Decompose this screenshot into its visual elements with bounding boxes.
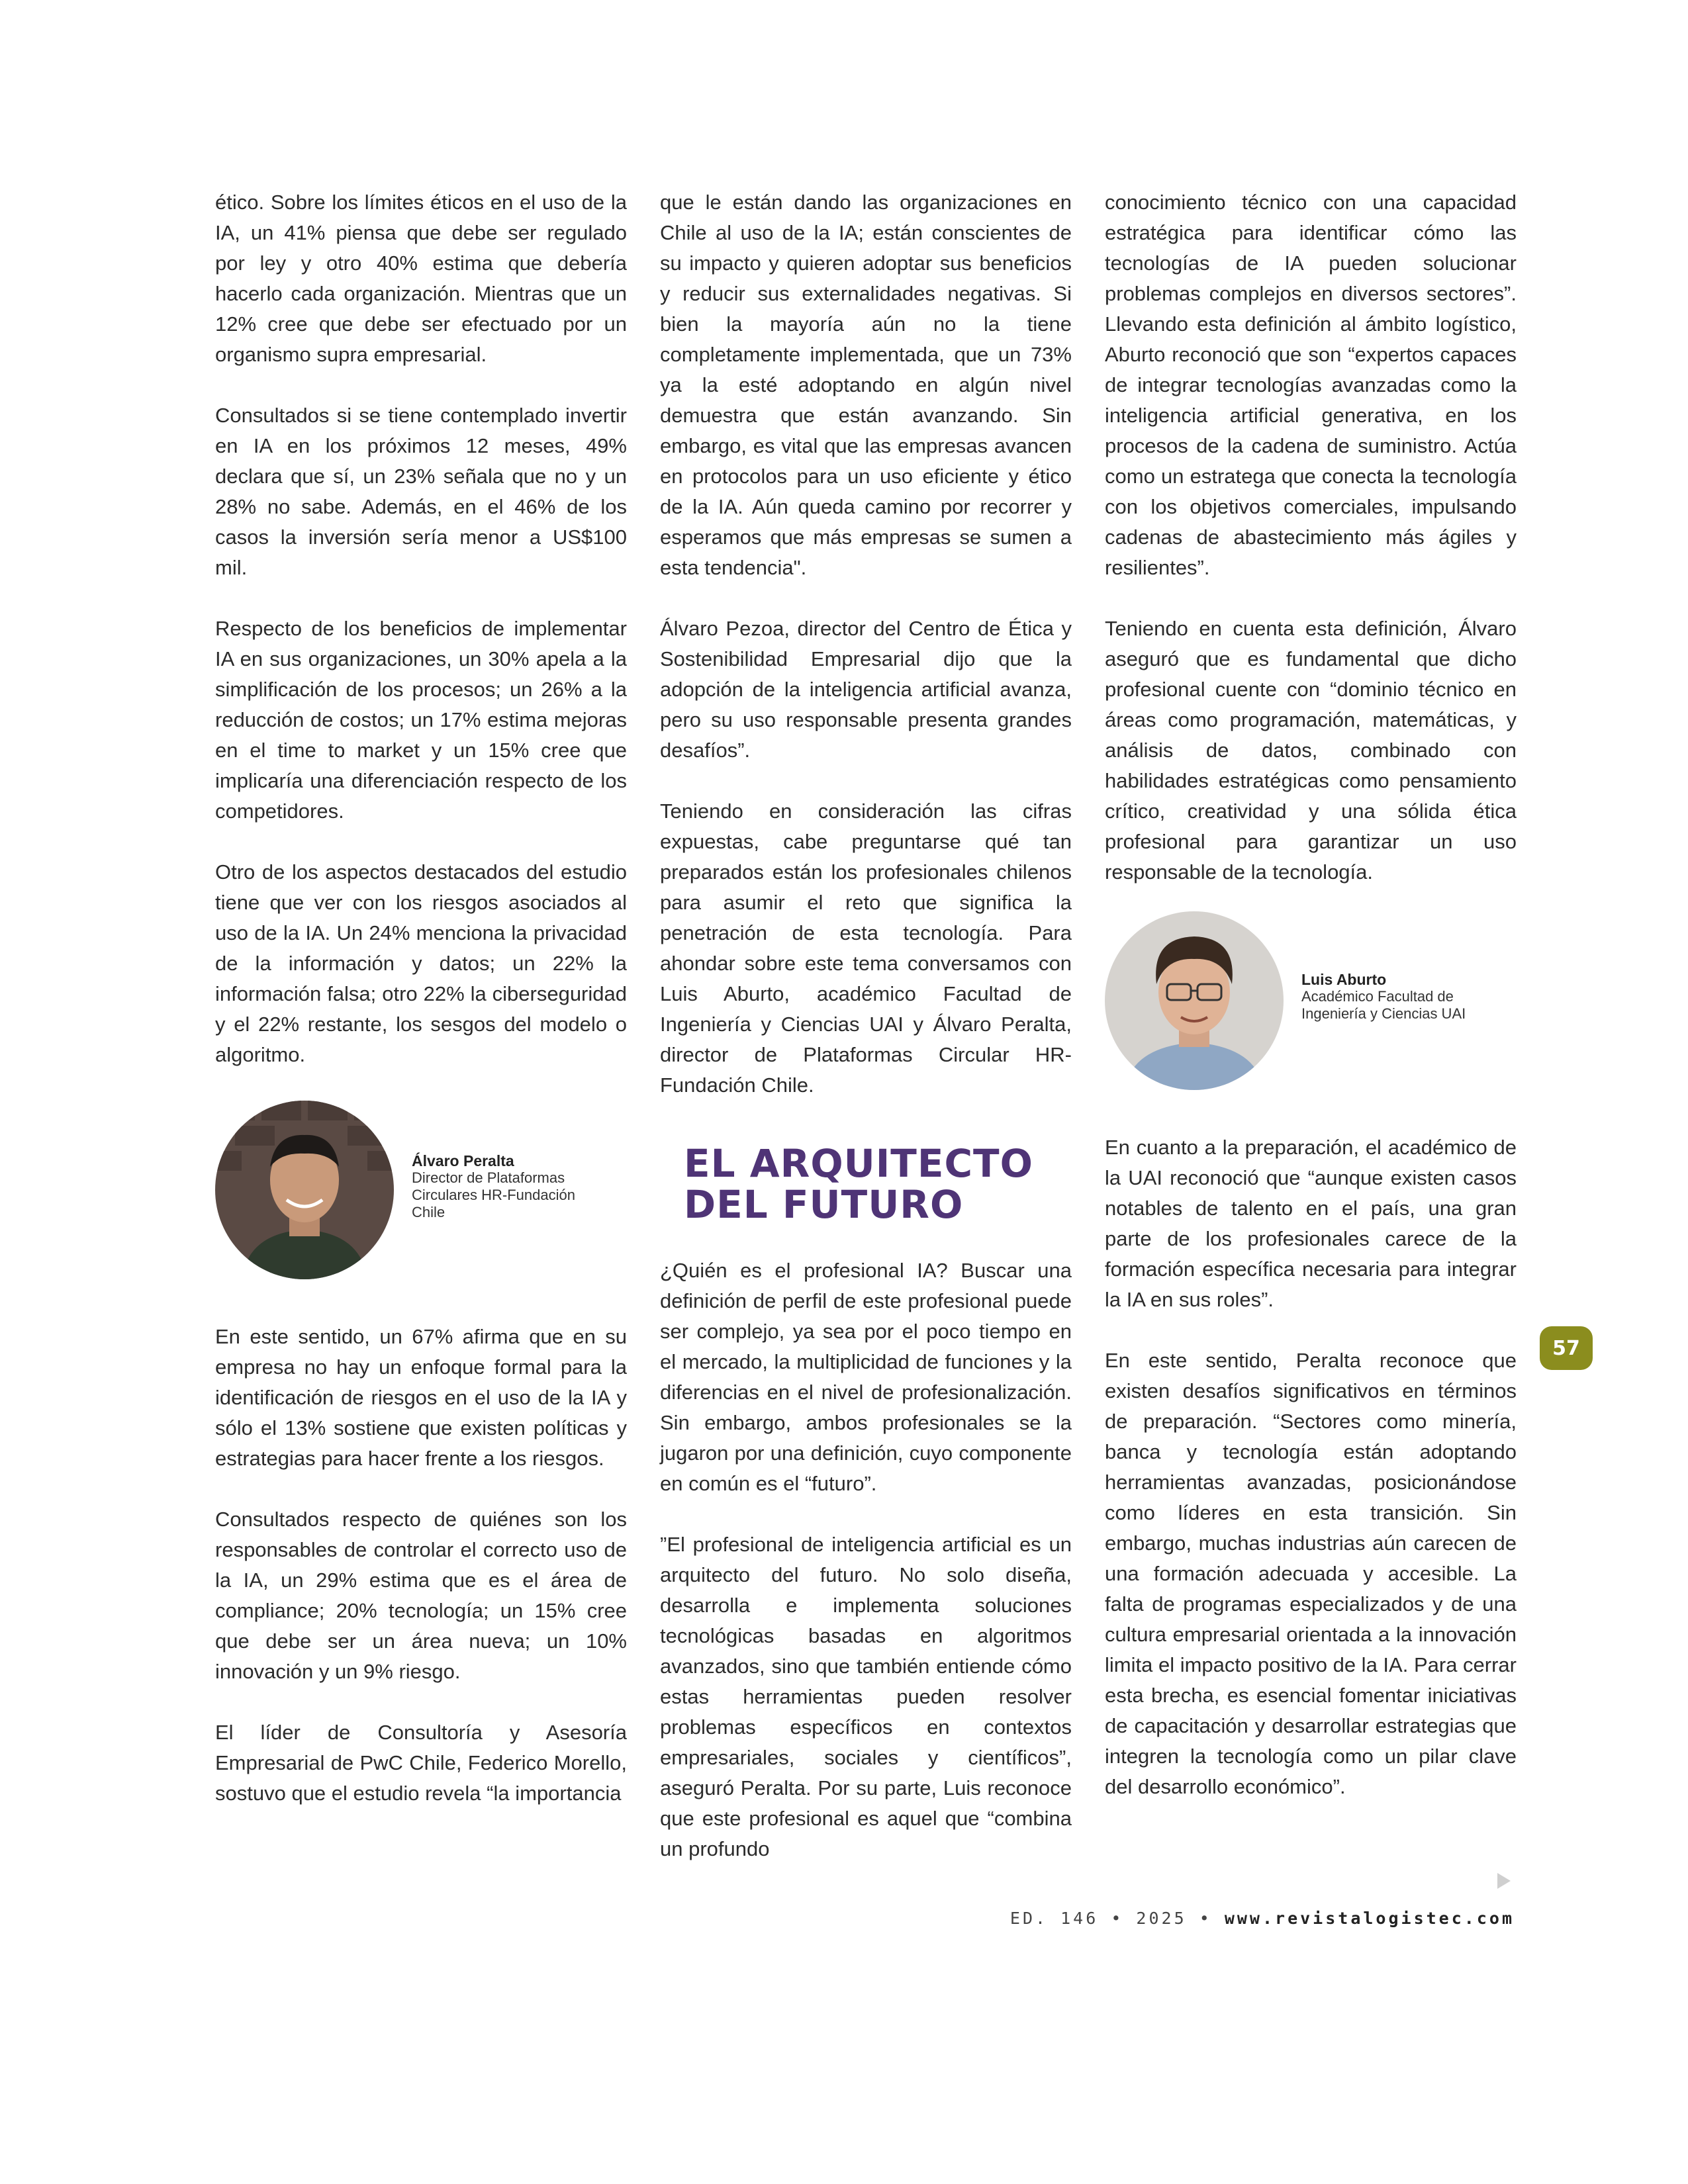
paragraph: que le están dando las organizaciones en Chile al uso de la IA; están conscientes de su impacto y quieren adoptar sus beneficios y reducir sus externalidades negativas. Si bien la mayoría aún no la tiene completamente implementada, que un 73% ya la esté adoptando en algún nivel demuestra que están avanzando. Sin embargo, es vital que las empresas avancen en protocolos para un uso eficiente y ético de la IA. Aún queda camino por recorrer y esperamos que más empresas se sumen a esta tendencia". <box>660 191 1072 579</box>
page-number-badge: 57 <box>1540 1326 1593 1370</box>
article-column-2 <box>660 187 1072 1864</box>
paragraph: Otro de los aspectos destacados del estudio tiene que ver con los riesgos asociados al uso de la IA. Un 24% menciona la privacidad de la información y datos; un 22% la información falsa; otro 22% la ciberseguridad y el 22% restante, los sesgos del modelo o algoritmo. <box>215 860 627 1066</box>
footer-edition: ED. 146 • 2025 • <box>1009 1909 1212 1928</box>
profile-luis-aburto <box>1105 911 1517 1090</box>
profile-name: Luis Aburto <box>1301 971 1387 988</box>
paragraph: conocimiento técnico con una capacidad estratégica para identificar cómo las tecnologías de IA pueden solucionar problemas complejos en diversos sectores”. Llevando esta definición al ámbito logístico, Aburto reconoció que son “expertos capaces de integrar tecnologías avanzadas como la inteligencia artificial generativa, en los procesos de la cadena de suministro. Actúa como un estratega que conecta la tecnología con los objetivos comerciales, impulsando cadenas de abastecimiento más ágiles y resilientes”. <box>1105 191 1517 579</box>
paragraph: El líder de Consultoría y Asesoría Empresarial de PwC Chile, Federico Morello, sostuvo que el estudio revela “la importancia <box>215 1721 627 1805</box>
article-column-1 <box>215 187 627 1809</box>
continue-arrow-icon <box>1497 1873 1511 1889</box>
section-title-line-1: EL ARQUITECTO <box>684 1141 1033 1186</box>
paragraph: Teniendo en consideración las cifras expuestas, cabe preguntarse qué tan preparados están los profesionales chilenos para asumir el reto que significa la penetración de esta tecnología. Para ahondar sobre este tema conversamos con Luis Aburto, académico Facultad de Ingeniería y Ciencias UAI y Álvaro Peralta, director de Plataformas Circular HR-Fundación Chile. <box>660 799 1072 1097</box>
profile-caption <box>412 1152 604 1221</box>
profile-role: Director de Plataformas Circulares HR-Fundación Chile <box>412 1169 575 1220</box>
avatar-luis-aburto <box>1105 911 1284 1090</box>
paragraph: ¿Quién es el profesional IA? Buscar una definición de perfil de este profesional puede ser complejo, ya sea por el poco tiempo en el mercado, la multiplicidad de funciones y la diferencias en el nivel de profesionalización. Sin embargo, ambos profesionales se la jugaron por una definición, cuyo componente en común es el “futuro”. <box>660 1259 1072 1495</box>
article-column-3 <box>1105 187 1517 1802</box>
paragraph: ”El profesional de inteligencia artificial es un arquitecto del futuro. No solo diseña, desarrolla e implementa soluciones tecnológicas basadas en algoritmos avanzados, sino que también entiende cómo estas herramientas pueden resolver problemas específicos en contextos empresariales, sociales y científicos”, aseguró Peralta. Por su parte, Luis reconoce que este profesional es aquel que “combina un profundo <box>660 1533 1072 1860</box>
section-title <box>684 1143 1072 1225</box>
paragraph: En este sentido, un 67% afirma que en su empresa no hay un enfoque formal para la identificación de riesgos en el uso de la IA y sólo el 13% sostiene que existen políticas y estrategias para hacer frente a los riesgos. <box>215 1325 627 1470</box>
paragraph: Respecto de los beneficios de implementar IA en sus organizaciones, un 30% apela a la simplificación de los procesos; un 26% a la reducción de costos; un 17% estima mejoras en el time to market y un 15% cree que implicaría una diferenciación respecto de los competidores. <box>215 617 627 823</box>
profile-role: Académico Facultad de Ingeniería y Ciencias UAI <box>1301 988 1466 1022</box>
profile-alvaro-peralta <box>215 1101 627 1279</box>
paragraph: ético. Sobre los límites éticos en el uso de la IA, un 41% piensa que debe ser regulado por ley y otro 40% estima que debería hacerlo cada organización. Mientras que un 12% cree que debe ser efectuado por un organismo supra empresarial. <box>215 191 627 366</box>
paragraph: Teniendo en cuenta esta definición, Álvaro aseguró que es fundamental que dicho profesional cuente con “dominio técnico en áreas como programación, matemáticas, y análisis de datos, combinado con habilidades estratégicas como pensamiento crítico, creatividad y una sólida ética profesional para garantizar un uso responsable de la tecnología. <box>1105 617 1517 884</box>
page-footer <box>1010 1909 1515 1928</box>
paragraph: Consultados si se tiene contemplado invertir en IA en los próximos 12 meses, 49% declara que sí, un 23% señala que no y un 28% no sabe. Además, en el 46% de los casos la inversión sería menor a US$100 mil. <box>215 404 627 579</box>
section-title-line-2: DEL FUTURO <box>684 1182 964 1227</box>
paragraph: En cuanto a la preparación, el académico de la UAI reconoció que “aunque existen casos notables de talento en el país, una gran parte de los profesionales carece de la formación específica necesaria para integrar la IA en sus roles”. <box>1105 1136 1517 1311</box>
footer-website: www.revistalogistec.com <box>1224 1909 1515 1928</box>
profile-name: Álvaro Peralta <box>412 1152 514 1169</box>
paragraph: Álvaro Pezoa, director del Centro de Ética y Sostenibilidad Empresarial dijo que la adopción de la inteligencia artificial avanza, pero su uso responsable presenta grandes desafíos”. <box>660 617 1072 762</box>
avatar-alvaro-peralta <box>215 1101 394 1279</box>
paragraph: Consultados respecto de quiénes son los responsables de controlar el correcto uso de la IA, un 29% estima que es el área de compliance; 20% tecnología; un 15% cree que debe ser un área nueva; un 10% innovación y un 9% riesgo. <box>215 1508 627 1683</box>
paragraph: En este sentido, Peralta reconoce que existen desafíos significativos en términos de preparación. “Sectores como minería, banca y tecnología están adoptando herramientas avanzadas, posicionándose como líderes en esta transición. Sin embargo, muchas industrias aún carecen de una formación adecuada y accesible. La falta de programas especializados y de una cultura empresarial orientada a la innovación limita el impacto positivo de la IA. Para cerrar esta brecha, es esencial fomentar iniciativas de capacitación y desarrollar estrategias que integren la tecnología como un pilar clave del desarrollo económico”. <box>1105 1349 1517 1798</box>
profile-caption <box>1301 971 1513 1023</box>
